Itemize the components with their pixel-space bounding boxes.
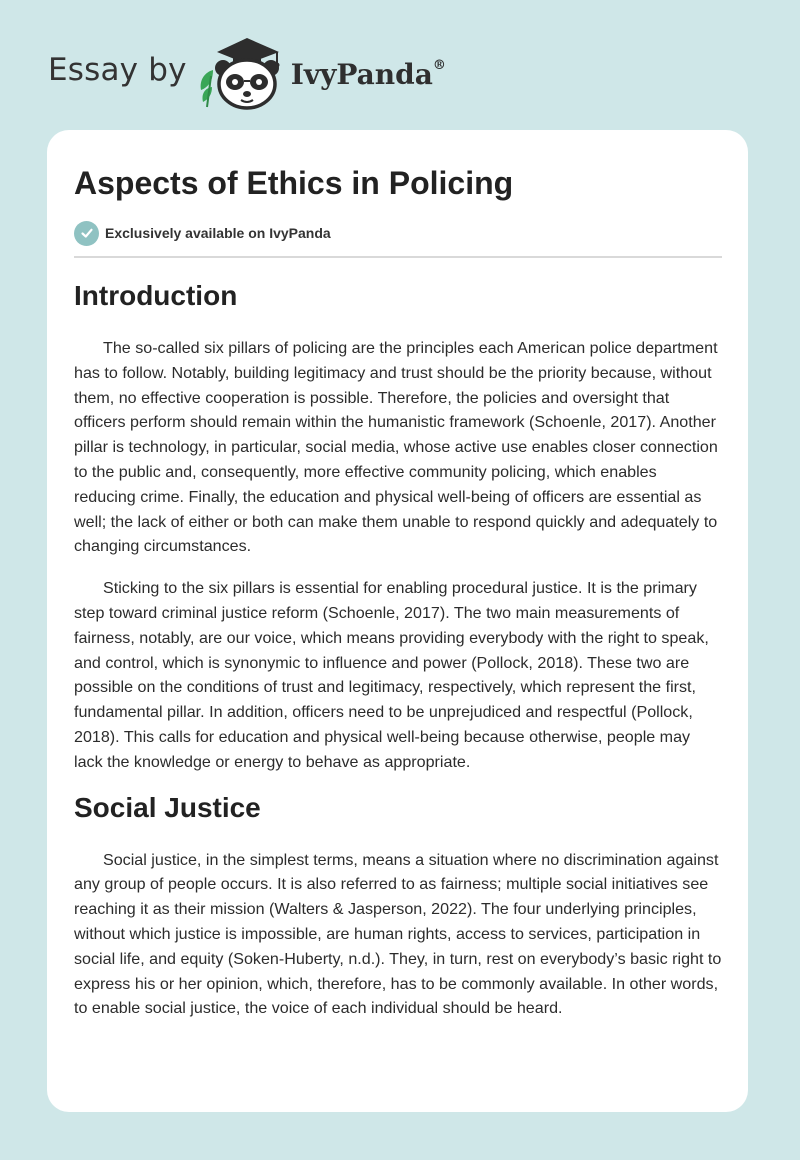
paragraph: Sticking to the six pillars is essential for enabling procedural justice. It is the primary step toward criminal justice reform (Schoenle, 2017). The two main measurements of fairness, notably, are our voice, which means providing everybody with the right to speak, and control, which is synonymic to influence and power (Pollock, 2018). These two are possible on the conditions of trust and legitimacy, respectively, which represent the first, fundamental pillar. In addition, officers need to be unprejudiced and respectful (Pollock, 2018). This calls for education and physical well-being because otherwise, people may lack the knowledge or energy to behave as appropriate.: [74, 579, 709, 771]
page-title: Aspects of Ethics in Policing: [74, 165, 514, 201]
paragraph: Social justice, in the simplest terms, means a situation where no discrimination against any group of people occurs. It is also referred to as fairness; multiple social initiatives see reaching it as their mission (Walters & Jasperson, 2022). The four underlying principles, without which justice is impossible, are human rights, access to services, participation in social life, and equity (Soken-Huberty, n.d.). They, in turn, rest on everybody’s basic right to express his or her opinion, which, therefore, has to be commonly available. In other words, to enable social justice, the voice of each individual should be heard.: [74, 850, 722, 1018]
section-heading-social-justice: Social Justice: [74, 791, 261, 823]
divider: [74, 256, 722, 258]
exclusive-badge: [74, 220, 722, 246]
site-header: [48, 32, 446, 112]
ivypanda-wordmark[interactable]: IvyPanda®: [290, 57, 446, 91]
essay-card: [47, 130, 748, 1112]
essay-by-label: Essay by: [48, 52, 187, 88]
panda-logo-icon[interactable]: [197, 32, 289, 112]
section-heading-introduction: Introduction: [74, 280, 238, 311]
checkmark-badge-icon: [74, 221, 99, 246]
exclusive-label: Exclusively available on IvyPanda: [105, 225, 331, 241]
paragraph: The so-called six pillars of policing are the principles each American police department has to follow. Notably, building legitimacy and trust should be the priority because, without them, no effective cooperation is possible. Therefore, the policies and oversight that officers perform should remain within the humanistic framework (Schoenle, 2017). Another pillar is technology, in particular, social media, whose active use enables closer connection to the public and, consequently, more effective community policing, which enables reducing crime. Finally, the education and physical well-being of officers are essential as well; the lack of either or both can make them unable to respond quickly and adequately to changing circumstances.: [74, 339, 718, 556]
